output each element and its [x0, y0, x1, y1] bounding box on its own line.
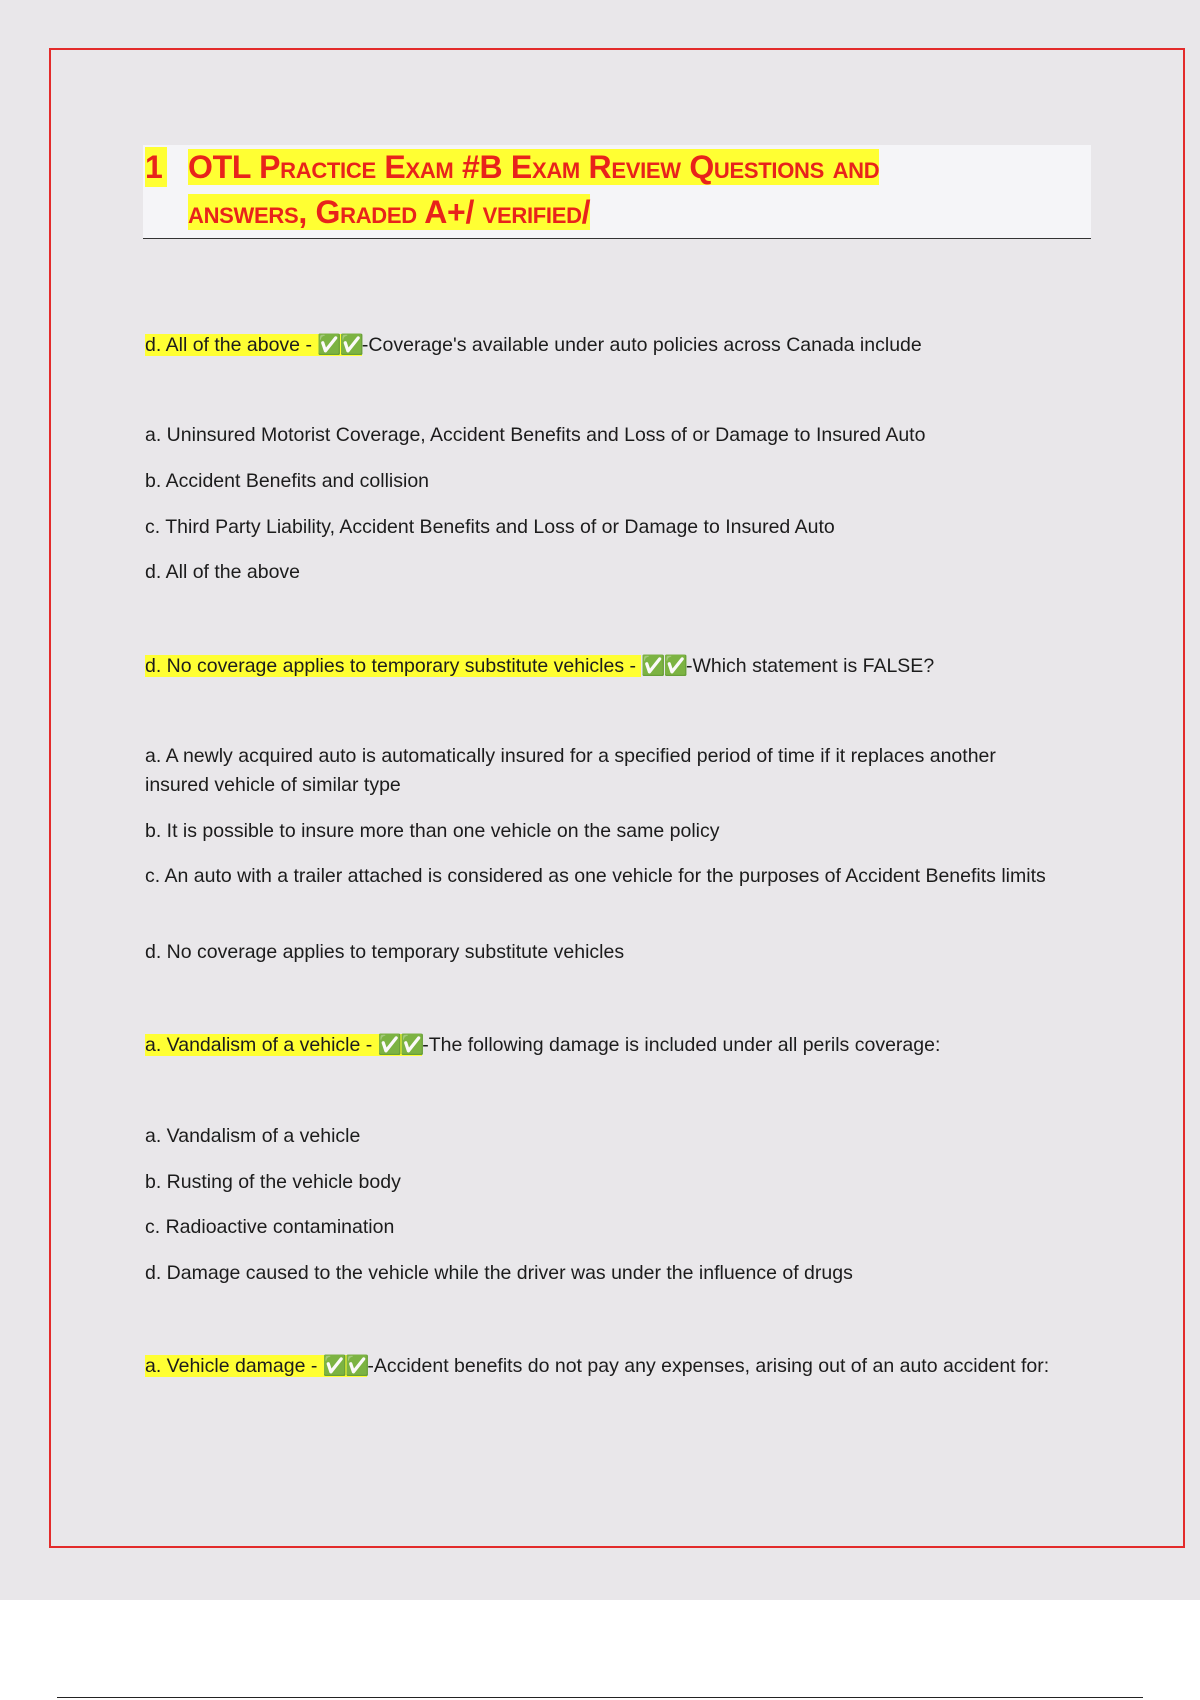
answer-text: d. All of the above - — [145, 334, 318, 356]
heading-number: 1 — [145, 147, 167, 187]
question-text: -The following damage is included under all perils coverage: — [422, 1034, 941, 1056]
option-text: d. Damage caused to the vehicle while the driver was under the influence of drugs — [145, 1262, 853, 1284]
answer-text: d. No coverage applies to temporary substitute vehicles - — [145, 655, 642, 677]
option-text: b. Rusting of the vehicle body — [145, 1171, 401, 1193]
option-text: a. Vandalism of a vehicle — [145, 1125, 361, 1147]
check-icon: ✅✅ — [641, 655, 686, 677]
option-text: d. No coverage applies to temporary substitute vehicles — [145, 941, 625, 963]
page-title — [188, 145, 1068, 235]
question-text: -Coverage's available under auto policies across Canada include — [361, 334, 922, 356]
question-4-answer-line — [145, 1353, 1049, 1379]
option-text: a. A newly acquired auto is automatically insured for a specified period of time if it replaces another insured vehicle of similar type — [145, 745, 996, 796]
question-2-answer-line — [145, 653, 934, 679]
option-text: c. Third Party Liability, Accident Benefits and Loss of or Damage to Insured Auto — [145, 516, 835, 538]
option-text: d. All of the above — [145, 561, 301, 583]
option-text: c. An auto with a trailer attached is considered as one vehicle for the purposes of Accident Benefits limits — [145, 865, 1046, 887]
answer-text: a. Vandalism of a vehicle - — [145, 1034, 378, 1056]
question-text: -Accident benefits do not pay any expenses, arising out of an auto accident for: — [367, 1355, 1050, 1377]
title-line-1: OTL Practice Exam #B Exam Review Questions and — [188, 149, 880, 185]
check-icon: ✅✅ — [322, 1355, 368, 1377]
option-text: b. Accident Benefits and collision — [145, 470, 430, 492]
check-icon: ✅✅ — [377, 1034, 423, 1056]
question-text: -Which statement is FALSE? — [685, 655, 935, 677]
footer-divider — [57, 1697, 1143, 1698]
option-text: b. It is possible to insure more than one vehicle on the same policy — [145, 820, 720, 842]
check-icon: ✅✅ — [317, 334, 362, 356]
title-line-2: answers, Graded A+/ verified/ — [188, 194, 591, 230]
option-text: a. Uninsured Motorist Coverage, Accident Benefits and Loss of or Damage to Insured Auto — [145, 424, 926, 446]
answer-text: a. Vehicle damage - — [145, 1355, 323, 1377]
option-text: c. Radioactive contamination — [145, 1216, 395, 1238]
question-1-answer-line — [145, 332, 922, 358]
question-3-answer-line — [145, 1032, 940, 1058]
